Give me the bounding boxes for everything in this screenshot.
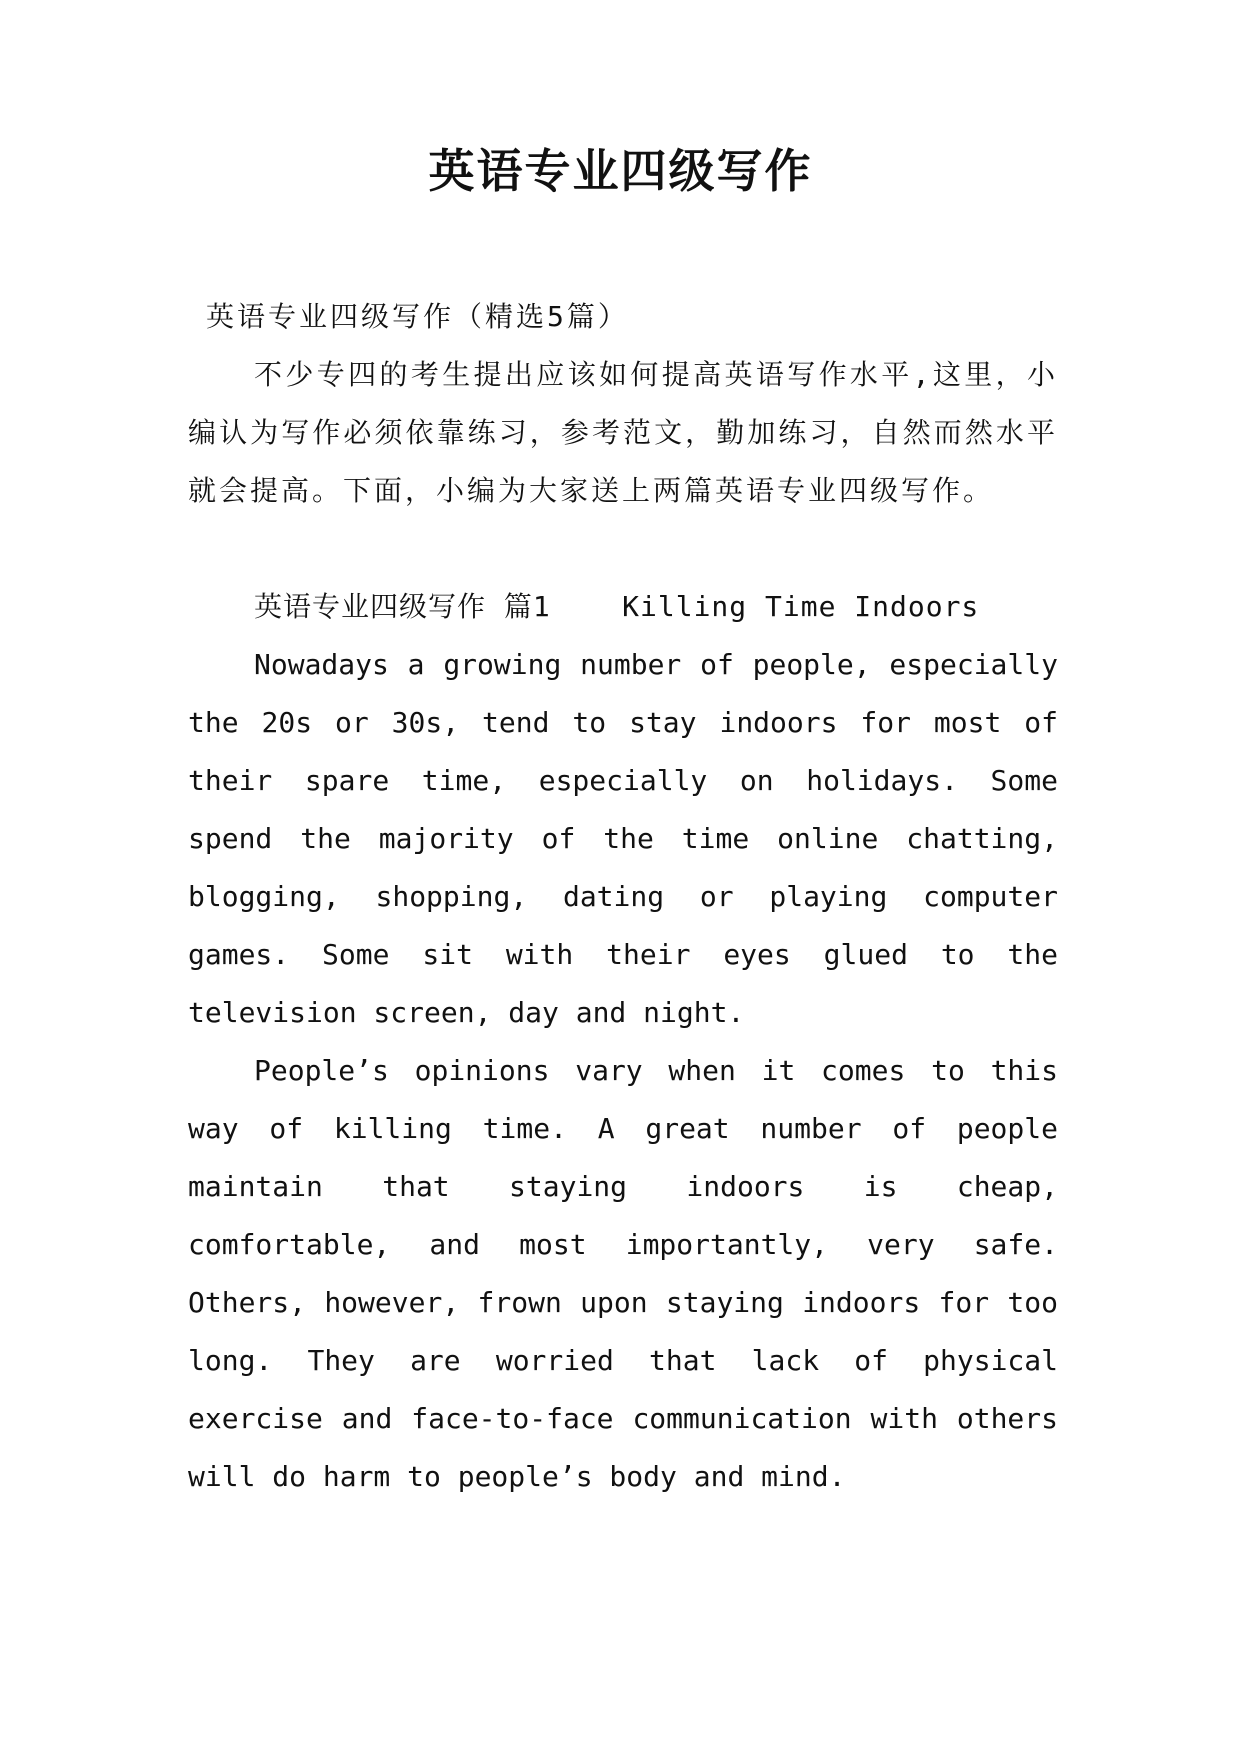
intro-paragraph: 不少专四的考生提出应该如何提高英语写作水平,这里，小编认为写作必须依靠练习，参考范文，勤加练习，自然而然水平就会提高。下面，小编为大家送上两篇英语专业四级写作。 xyxy=(188,358,1058,507)
body-paragraph: Nowadays a growing number of people, especially the 20s or 30s, tend to stay indoors for most of their spare time, especially on holidays. Some spend the majority of the time online chatting, blogging, shopping, dating or playing computer games. Some sit with their eyes glued to the television screen, day and night. xyxy=(188,648,1058,1029)
document-subtitle: 英语专业四级写作（精选5篇） xyxy=(206,300,629,333)
document-body xyxy=(188,288,1058,1506)
document-title: 英语专业四级写作 xyxy=(428,144,813,198)
body-paragraph: People’s opinions vary when it comes to this way of killing time. A great number of people maintain that staying indoors is cheap, comfortable, and most importantly, very safe. Others, however, frown upon staying indoors for too long. They are worried that lack of physical exercise and face-to-face communication with others will do harm to people’s body and mind. xyxy=(188,1054,1058,1493)
section-heading: 英语专业四级写作 篇1 Killing Time Indoors xyxy=(254,590,980,623)
